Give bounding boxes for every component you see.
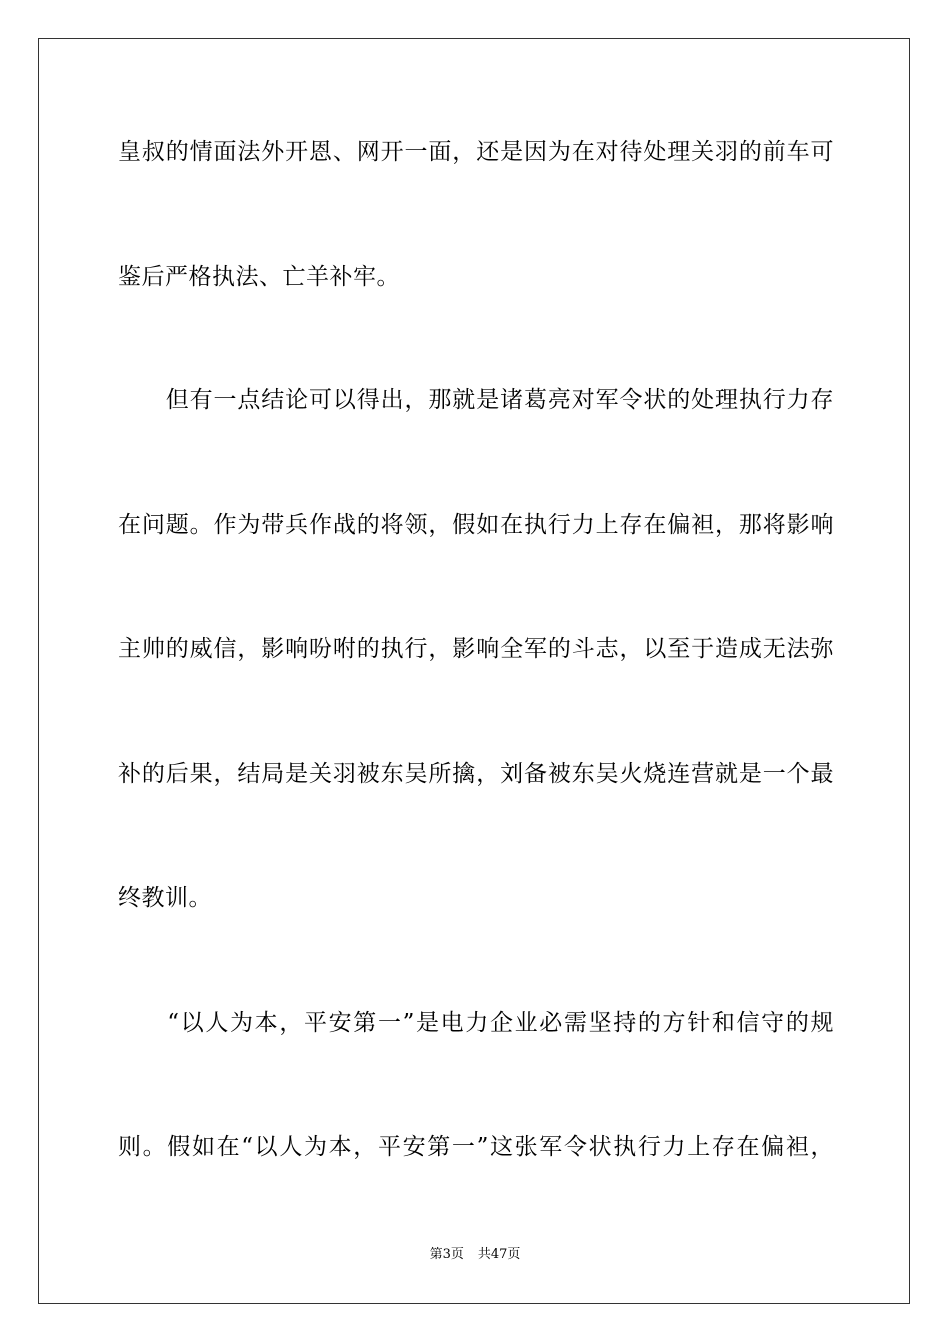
text-line: 但有一点结论可以得出，那就是诸葛亮对军令状的处理执行力存 bbox=[118, 387, 834, 413]
text-line: “以人为本，平安第一”是电力企业必需坚持的方针和信守的规 bbox=[118, 1010, 834, 1036]
text-line: 补的后果，结局是关羽被东吴所擒，刘备被东吴火烧连营就是一个最 bbox=[118, 761, 834, 787]
text-line: 在问题。作为带兵作战的将领，假如在执行力上存在偏袒，那将影响 bbox=[118, 512, 834, 538]
page-footer bbox=[0, 1246, 950, 1264]
text-line: 则。假如在“以人为本，平安第一”这张军令状执行力上存在偏袒， bbox=[118, 1134, 834, 1160]
text-line: 皇叔的情面法外开恩、网开一面，还是因为在对待处理关羽的前车可 bbox=[118, 139, 834, 165]
page-border bbox=[38, 38, 910, 1304]
text-line: 鉴后严格执法、亡羊补牢。 bbox=[118, 264, 400, 290]
text-line: 终教训。 bbox=[118, 885, 212, 911]
text-line: 主帅的威信，影响吩咐的执行，影响全军的斗志，以至于造成无法弥 bbox=[118, 636, 834, 662]
page-number: 第3页 bbox=[429, 1247, 464, 1262]
page-total: 共47页 bbox=[477, 1247, 521, 1262]
